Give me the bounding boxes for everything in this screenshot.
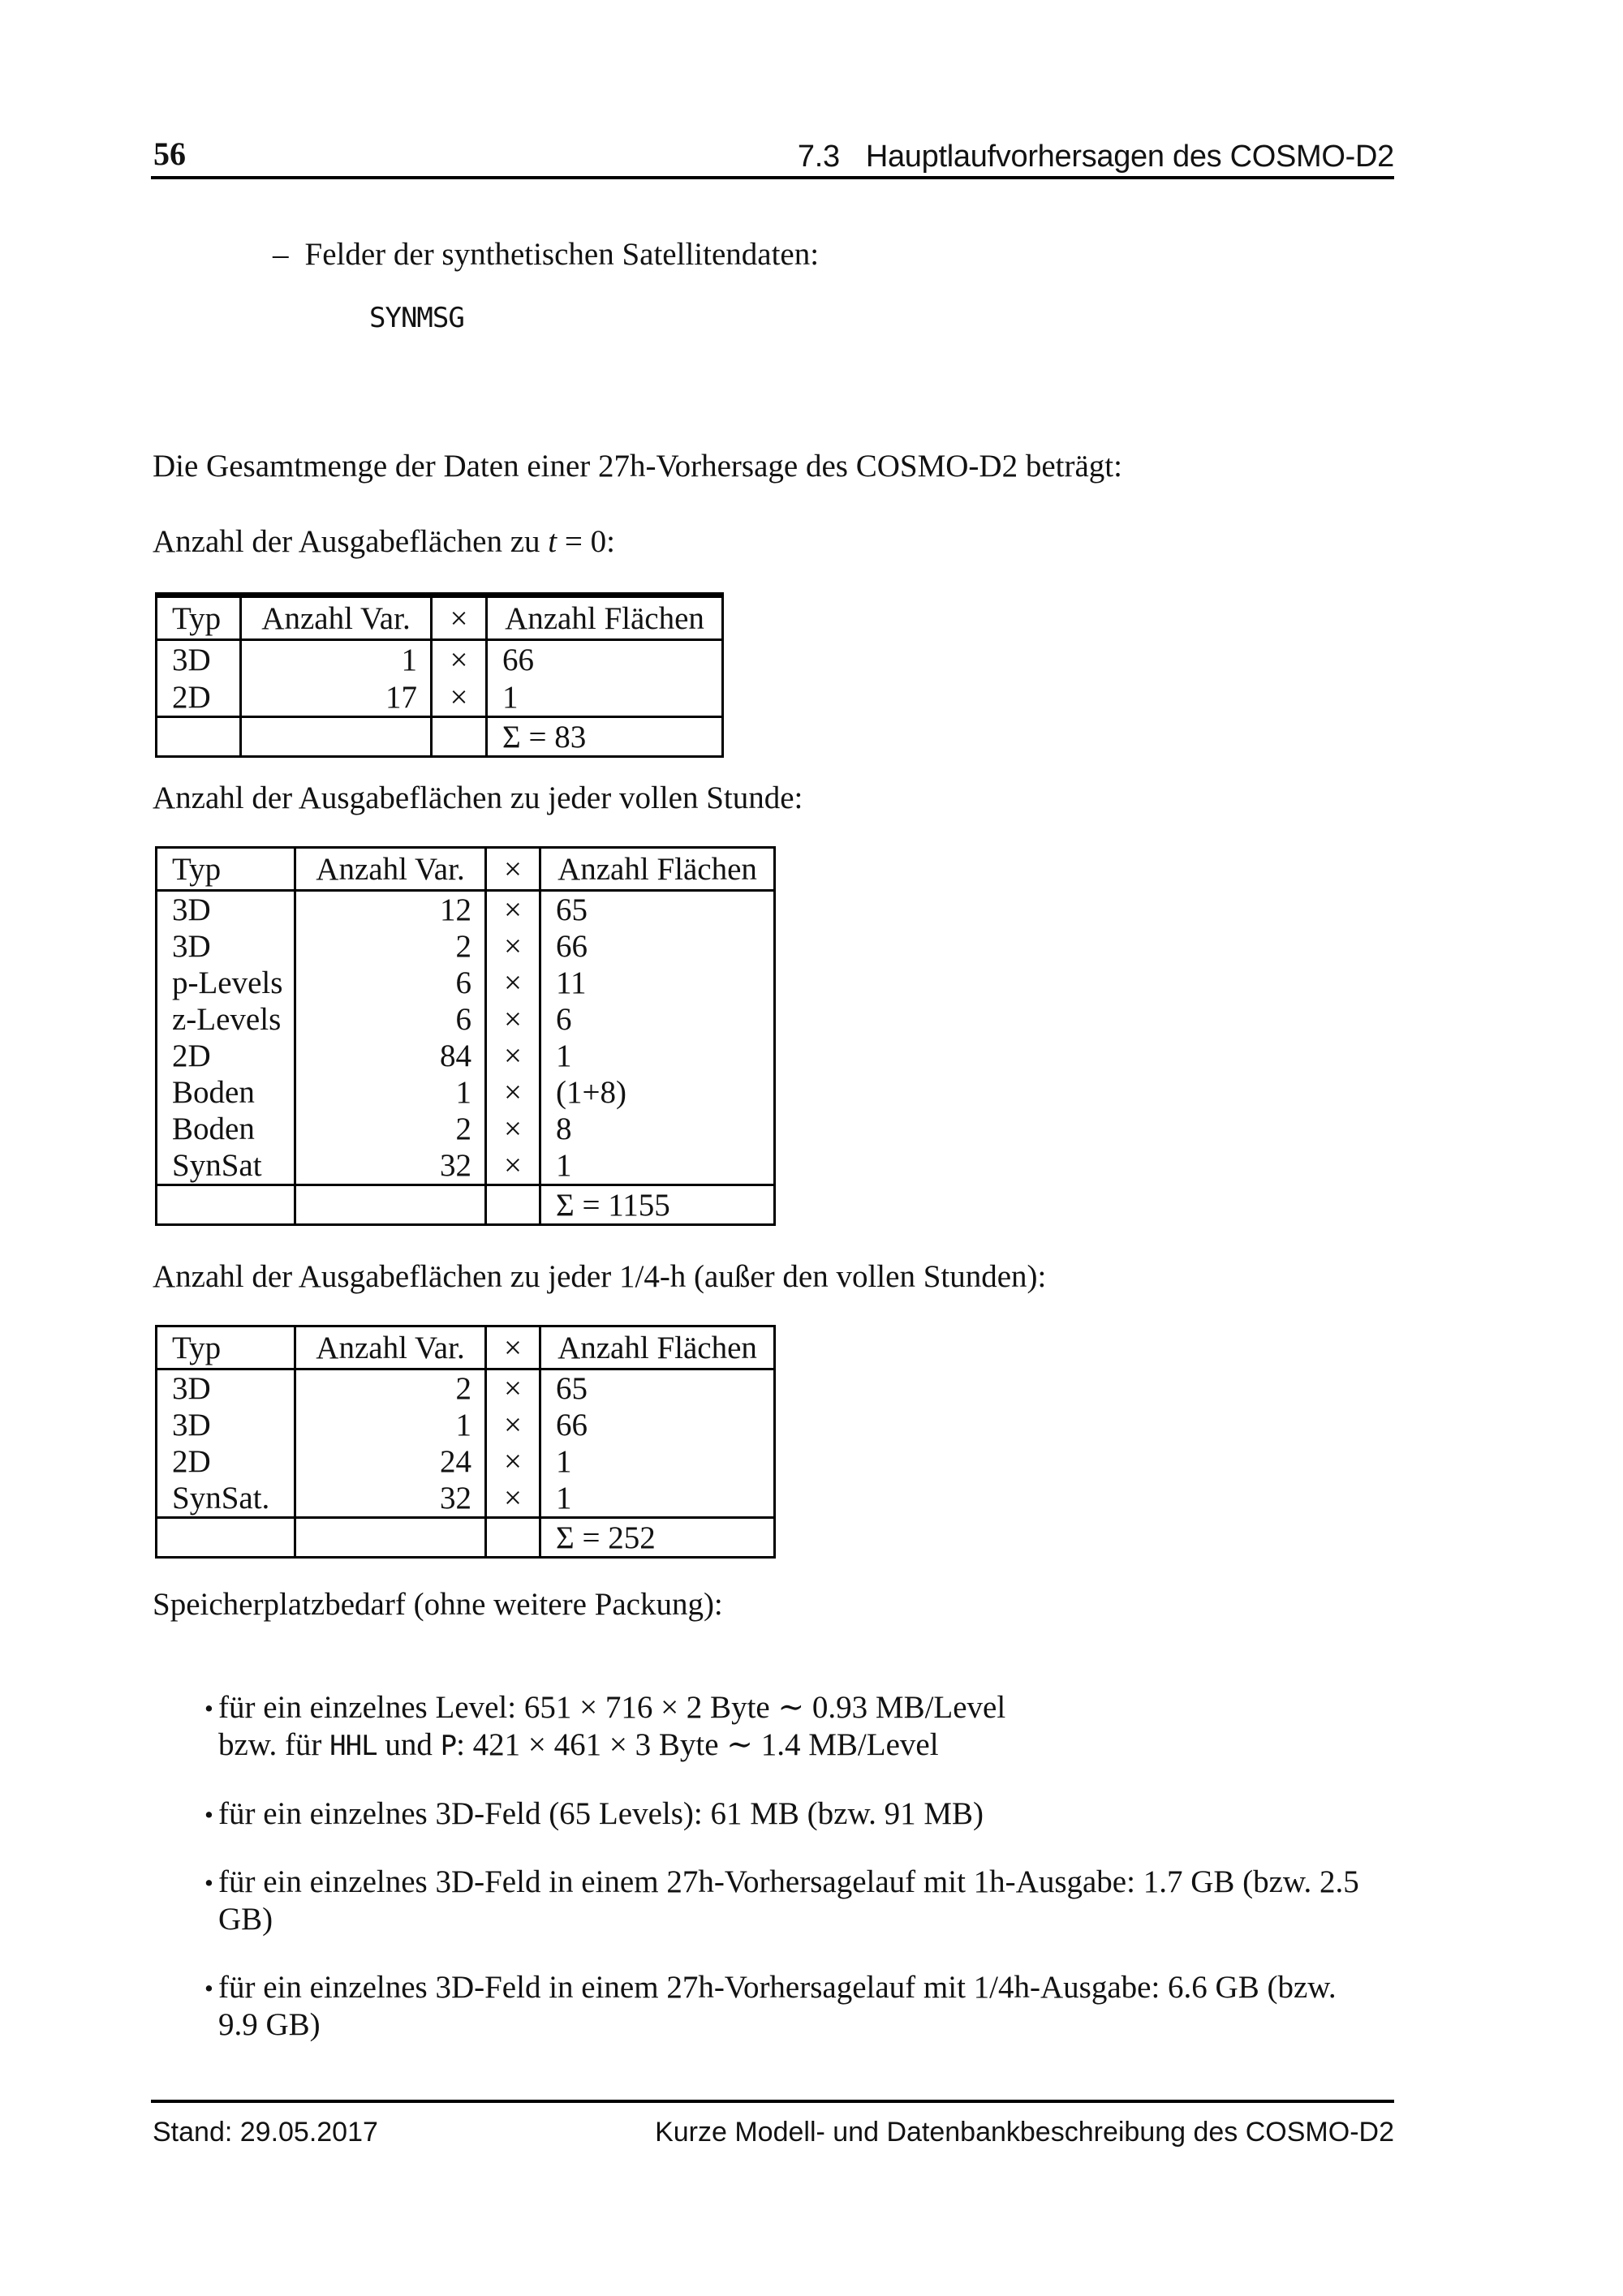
table-cell: 66: [540, 928, 775, 965]
footer-date: Stand: 29.05.2017: [153, 2117, 378, 2148]
table-row: [157, 1111, 775, 1147]
table-cell: 2: [295, 1369, 486, 1408]
heading-table-t0: [153, 523, 615, 561]
table-cell: 2D: [157, 1443, 295, 1480]
table-empty-cell: [241, 717, 432, 757]
table-row: [157, 1326, 775, 1369]
table-cell: ×: [486, 965, 540, 1001]
table-row: [157, 1407, 775, 1443]
table-cell: 12: [295, 891, 486, 929]
table-cell: ×: [486, 1369, 540, 1408]
bullet-text: für ein einzelnes Level: 651 × 716 × 2 Byte ∼ 0.93 MB/Level: [218, 1690, 1006, 1725]
table-row: [157, 595, 723, 640]
table-cell: 32: [295, 1147, 486, 1185]
table-header-cell: Anzahl Flächen: [540, 848, 775, 891]
bullet-line: [218, 1726, 1359, 1765]
table-cell: z-Levels: [157, 1001, 295, 1038]
table-cell: 84: [295, 1038, 486, 1074]
table-sum-cell: Σ = 83: [487, 717, 723, 757]
table-empty-cell: [295, 1185, 486, 1225]
code-inline: P: [440, 1730, 457, 1762]
bullet-item: [206, 1795, 1359, 1833]
table-cell: SynSat.: [157, 1480, 295, 1518]
bullet-text: GB): [218, 1902, 273, 1937]
table-cell: ×: [486, 1443, 540, 1480]
table-sum-cell: Σ = 252: [540, 1518, 775, 1558]
table-empty-cell: [486, 1185, 540, 1225]
table-cell: 1: [540, 1038, 775, 1074]
table-cell: 32: [295, 1480, 486, 1518]
table-empty-cell: [432, 717, 487, 757]
table-empty-cell: [157, 1185, 295, 1225]
table-row: [157, 640, 723, 679]
table-row: [157, 1001, 775, 1038]
dash-item-text: Felder der synthetischen Satellitendaten:: [304, 237, 820, 272]
table-cell: 2: [295, 928, 486, 965]
table-cell: 2D: [157, 1038, 295, 1074]
table-row: [157, 678, 723, 717]
table-row: [157, 1074, 775, 1111]
heading-prefix: Anzahl der Ausgabeflächen zu: [153, 524, 549, 559]
table-cell: 6: [540, 1001, 775, 1038]
heading-suffix: = 0:: [557, 524, 615, 559]
table-cell: 3D: [157, 640, 241, 679]
table-cell: ×: [486, 891, 540, 929]
table-cell: 1: [540, 1147, 775, 1185]
page-number: 56: [153, 135, 186, 172]
table-cell: ×: [486, 1038, 540, 1074]
table-cell: 65: [540, 1369, 775, 1408]
table-cell: ×: [486, 928, 540, 965]
bullet-item: [206, 1689, 1359, 1765]
math-variable-t: t: [548, 524, 558, 559]
table-cell: 1: [540, 1443, 775, 1480]
bullet-text: 9.9 GB): [218, 2007, 321, 2042]
table-header-cell: Anzahl Var.: [241, 595, 432, 640]
table-cell: Boden: [157, 1074, 295, 1111]
code-synmsg: SYNMSG: [369, 302, 464, 334]
table-row: [157, 848, 775, 891]
bullet-text: für ein einzelnes 3D-Feld in einem 27h-Vorhersagelauf mit 1/4h-Ausgabe: 6.6 GB (bzw.: [218, 1970, 1337, 2005]
table-row: [157, 717, 723, 757]
output-table-hourly: [155, 846, 776, 1226]
table-empty-cell: [157, 1518, 295, 1558]
table-header-cell: Anzahl Flächen: [540, 1326, 775, 1369]
table-cell: ×: [486, 1001, 540, 1038]
table-row: [157, 891, 775, 929]
bullet-item: [206, 1969, 1359, 2044]
table-header-cell: ×: [486, 1326, 540, 1369]
table-header-cell: Anzahl Var.: [295, 848, 486, 891]
output-table-quarter-hour: [155, 1325, 776, 1559]
bullet-list: [206, 1689, 1359, 2075]
table-cell: p-Levels: [157, 965, 295, 1001]
bullet-text: bzw. für: [218, 1727, 330, 1762]
table-cell: ×: [432, 678, 487, 717]
bullet-marker: •: [204, 1694, 213, 1722]
table-cell: 3D: [157, 928, 295, 965]
bullet-line: [218, 2006, 1359, 2044]
table-row: [157, 1369, 775, 1408]
footer-rule: [151, 2100, 1394, 2103]
table-cell: 1: [295, 1074, 486, 1111]
table-header-cell: Typ: [157, 595, 241, 640]
table-cell: 11: [540, 965, 775, 1001]
output-table-t0: [155, 592, 724, 758]
table-cell: ×: [486, 1147, 540, 1185]
bullet-text: für ein einzelnes 3D-Feld (65 Levels): 61 MB (bzw. 91 MB): [218, 1796, 984, 1831]
bullet-line: [218, 1689, 1359, 1726]
bullet-line: [218, 1864, 1359, 1901]
data-table: [155, 1325, 776, 1559]
table-header-cell: Typ: [157, 1326, 295, 1369]
table-cell: 3D: [157, 1407, 295, 1443]
table-cell: 1: [295, 1407, 486, 1443]
table-empty-cell: [295, 1518, 486, 1558]
table-cell: 3D: [157, 891, 295, 929]
table-cell: ×: [486, 1111, 540, 1147]
table-row: [157, 1480, 775, 1518]
bullet-line: [218, 1969, 1359, 2006]
table-cell: 24: [295, 1443, 486, 1480]
table-header-cell: ×: [432, 595, 487, 640]
table-cell: 17: [241, 678, 432, 717]
bullet-marker: •: [204, 1800, 213, 1829]
footer-title: Kurze Modell- und Datenbankbeschreibung des COSMO-D2: [655, 2117, 1394, 2148]
bullet-marker: •: [204, 1868, 213, 1897]
bullet-line: [218, 1901, 1359, 1938]
table-cell: (1+8): [540, 1074, 775, 1111]
section-number: 7.3: [797, 140, 840, 174]
table-row: [157, 1185, 775, 1225]
bullet-text: und: [377, 1727, 441, 1762]
section-title: Hauptlaufvorhersagen des COSMO-D2: [865, 140, 1394, 174]
table-header-cell: ×: [486, 848, 540, 891]
table-cell: ×: [486, 1074, 540, 1111]
table-header-cell: Typ: [157, 848, 295, 891]
table-cell: 66: [487, 640, 723, 679]
table-cell: 6: [295, 1001, 486, 1038]
table-cell: 66: [540, 1407, 775, 1443]
table-cell: 3D: [157, 1369, 295, 1408]
table-cell: 2D: [157, 678, 241, 717]
table-row: [157, 928, 775, 965]
list-dash-item: [273, 236, 819, 273]
table-cell: 1: [487, 678, 723, 717]
bullet-item: [206, 1864, 1359, 1938]
table-row: [157, 1038, 775, 1074]
data-table: [155, 592, 724, 758]
header-rule: [151, 176, 1394, 179]
table-cell: ×: [486, 1480, 540, 1518]
table-cell: 65: [540, 891, 775, 929]
running-header: [798, 140, 1394, 174]
table-cell: 2: [295, 1111, 486, 1147]
table-cell: ×: [486, 1407, 540, 1443]
dash-marker: –: [273, 237, 289, 272]
table-cell: SynSat: [157, 1147, 295, 1185]
table-row: [157, 1518, 775, 1558]
heading-table-hourly: Anzahl der Ausgabeflächen zu jeder vollen Stunde:: [153, 780, 803, 815]
bullet-text: : 421 × 461 × 3 Byte ∼ 1.4 MB/Level: [456, 1727, 939, 1762]
bullet-line: [218, 1795, 1359, 1833]
table-sum-cell: Σ = 1155: [540, 1185, 775, 1225]
table-header-cell: Anzahl Var.: [295, 1326, 486, 1369]
heading-storage: Speicherplatzbedarf (ohne weitere Packung):: [153, 1587, 723, 1622]
table-cell: 1: [241, 640, 432, 679]
table-empty-cell: [486, 1518, 540, 1558]
table-cell: 1: [540, 1480, 775, 1518]
code-inline: HHL: [329, 1730, 377, 1762]
table-header-cell: Anzahl Flächen: [487, 595, 723, 640]
table-empty-cell: [157, 717, 241, 757]
intro-paragraph: Die Gesamtmenge der Daten einer 27h-Vorhersage des COSMO-D2 beträgt:: [153, 449, 1122, 484]
data-table: [155, 846, 776, 1226]
table-row: [157, 1147, 775, 1185]
bullet-text: für ein einzelnes 3D-Feld in einem 27h-Vorhersagelauf mit 1h-Ausgabe: 1.7 GB (bzw. 2.5: [218, 1864, 1359, 1899]
table-row: [157, 965, 775, 1001]
heading-table-quarter-hour: Anzahl der Ausgabeflächen zu jeder 1/4-h (außer den vollen Stunden):: [153, 1259, 1047, 1294]
table-row: [157, 1443, 775, 1480]
table-cell: 6: [295, 965, 486, 1001]
table-cell: ×: [432, 640, 487, 679]
bullet-marker: •: [204, 1974, 213, 2002]
table-cell: Boden: [157, 1111, 295, 1147]
table-cell: 8: [540, 1111, 775, 1147]
